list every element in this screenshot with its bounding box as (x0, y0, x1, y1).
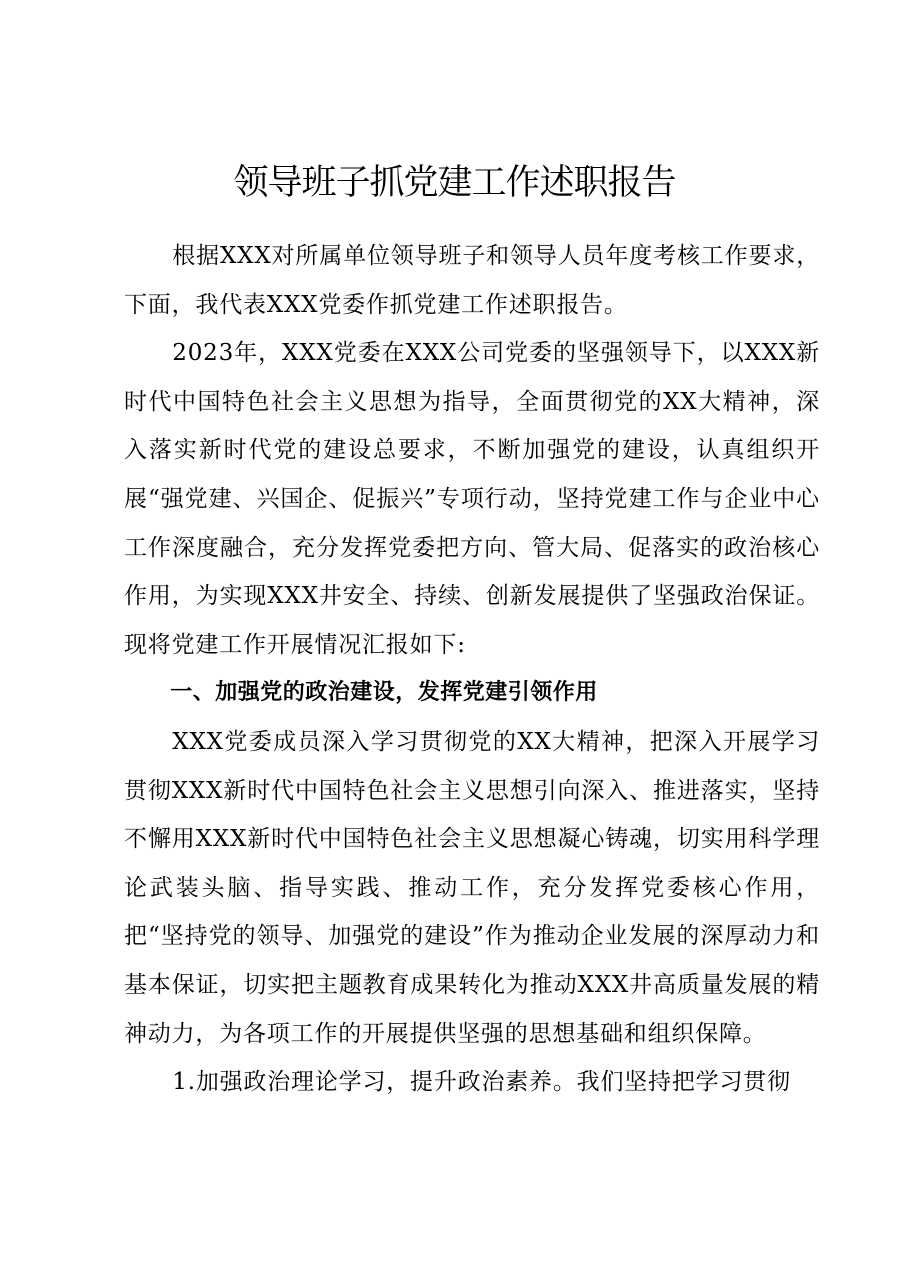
document-title: 领导班子抓党建工作述职报告 (233, 163, 676, 203)
paragraph-section-body: XXX党委成员深入学习贯彻党的XX大精神，把深入开展学习贯彻XXX新时代中国特色社会主义思想引向深入、推进落实，坚持不懈用XXX新时代中国特色社会主义思想凝心铸魂，切实用科学理论武装头脑、指导实践、推动工作，充分发挥党委核心作用，把“坚持党的领导、加强党的建设”作为推动企业发展的深厚动力和基本保证，切实把主题教育成果转化为推动XXX井高质量发展的精神动力，为各项工作的开展提供坚强的思想基础和组织保障。 (124, 728, 820, 1047)
paragraph-summary: 2023年，XXX党委在XXX公司党委的坚强领导下，以XXX新时代中国特色社会主义思想为指导，全面贯彻党的XX大精神，深入落实新时代党的建设总要求，不断加强党的建设，认真组织开展“强党建、兴国企、促振兴”专项行动，坚持党建工作与企业中心工作深度融合，充分发挥党委把方向、管大局、促落实的政治核心作用，为实现XXX井安全、持续、创新发展提供了坚强政治保证。现将党建工作开展情况汇报如下: (124, 340, 820, 658)
document-body (124, 232, 820, 1107)
paragraph-intro: 根据XXX对所属单位领导班子和领导人员年度考核工作要求，下面，我代表XXX党委作抓党建工作述职报告。 (124, 243, 820, 318)
paragraph-subsection-start: 1.加强政治理论学习，提升政治素养。我们坚持把学习贯彻 (172, 1069, 791, 1096)
section-heading: 一、加强党的政治建设，发挥党建引领作用 (170, 680, 598, 706)
